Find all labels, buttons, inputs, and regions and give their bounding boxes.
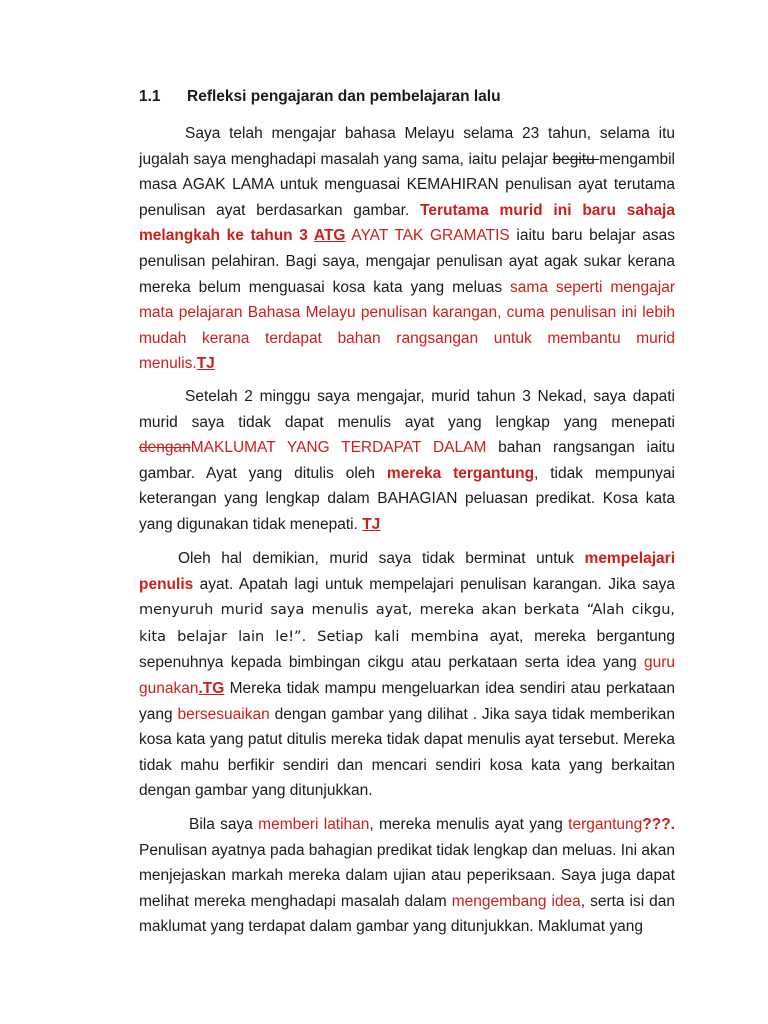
p4-text-3: Penulisan ayatnya pada bahagian predikat tidak lengkap dan meluas. Ini akan menjejaskan markah mereka dalam ujian atau peperiksaan. Saya juga dapat melihat mereka menghadapi masalah dalam [139, 841, 675, 910]
p3-text-1: Oleh hal demikian, murid saya tidak berminat untuk [178, 550, 585, 567]
p1-tj-tag: TJ [196, 355, 215, 373]
p3-annotation-1: guru gunakan [139, 654, 675, 697]
p2-text-3: , tidak mempunyai keterangan yang lengkap dalam BAHAGIAN peluasan predikat. Kosa kata yang digunakan tidak menepati. [139, 464, 676, 533]
p2-text-1: Setelah 2 minggu saya mengajar, murid tahun 3 Nekad, saya dapati murid saya tidak dapat menulis ayat yang lengkap yang menepati [139, 388, 675, 431]
p3-annotation-2: bersesuaikan [177, 705, 270, 723]
p2-annotation-bold: mereka tergantung [386, 464, 535, 482]
p1-annotation-2: sama seperti mengajar mata pelajaran Bahasa Melayu penulisan karangan, cuma penulisan ini lebih mudah kerana terdapat bahan rangsangan untuk membantu murid menulis. [139, 278, 675, 373]
p4-annotation-2: tergantung [568, 816, 643, 833]
paragraph-2 [139, 384, 675, 538]
p3-text-5: dengan gambar yang dilihat . Jika saya tidak memberikan kosa kata yang patut ditulis mereka tidak dapat menulis ayat tersebut. Mereka tidak mahu berfikir sendiri dan mencari sendiri kosa kata yang berkaitan dengan gambar yang ditunjukkan. [139, 705, 675, 800]
paragraph-3 [139, 546, 675, 804]
p4-text-2: , mereka menulis ayat yang [369, 816, 569, 833]
p2-annotation-1: MAKLUMAT YANG TERDAPAT DALAM [190, 439, 487, 457]
p4-annotation-1: memberi latihan [258, 816, 370, 833]
section-heading [139, 88, 501, 106]
p3-text-2: ayat. Apatah lagi untuk mempelajari penulisan karangan. Jika saya [193, 575, 675, 593]
p3-quote-text: menyuruh murid saya menulis ayat, mereka akan berkata “Alah cikgu, kita belajar lain le!”. Setiap kali membina [139, 602, 675, 645]
p2-text-2: bahan rangsangan iaitu gambar. Ayat yang ditulis oleh [139, 439, 675, 482]
p1-text-1: Saya telah mengajar bahasa Melayu selama 23 tahun, selama itu jugalah saya menghadapi masalah yang sama, iaitu pelajar [139, 125, 675, 168]
p3-tg-tag: .TG [198, 679, 225, 697]
p3-text-4: Mereka tidak mampu mengeluarkan idea sendiri atau perkataan yang [139, 679, 675, 723]
p1-annotation-1: AYAT TAK GRAMATIS [345, 227, 510, 245]
paragraph-4 [139, 812, 675, 940]
p4-annotation-3: mengembang idea [451, 892, 581, 910]
p4-text-1: Bila saya [189, 816, 259, 833]
p4-text-4: , serta isi dan maklumat yang terdapat dalam gambar yang ditunjukkan. Maklumat yang [139, 892, 675, 936]
p3-annotation-bold: mempelajari penulis [139, 550, 675, 593]
p1-text-3: iaitu baru belajar asas penulisan pelahiran. Bagi saya, mengajar penulisan ayat agak sukar kerana mereka belum menguasai kosa kata yang meluas [139, 227, 675, 296]
p2-tj-tag: TJ [362, 515, 381, 533]
p1-atg-tag: ATG [313, 227, 346, 245]
p1-annotation-bold: Terutama murid ini baru sahaja melangkah ke tahun 3 [139, 201, 675, 245]
p3-text-3: ayat, mereka bergantung sepenuhnya kepada bimbingan cikgu atau perkataan serta idea yang [139, 627, 676, 672]
p4-annotation-bold: ???. [642, 816, 675, 833]
section-number: 1.1 [139, 88, 161, 105]
paragraph-1 [139, 121, 675, 377]
p2-strikethrough: dengan [139, 439, 191, 457]
section-title: Refleksi pengajaran dan pembelajaran lalu [187, 88, 501, 105]
p1-strikethrough: begitu [552, 150, 600, 168]
p1-text-2: mengambil masa AGAK LAMA untuk menguasai KEMAHIRAN penulisan ayat terutama penulisan ayat berdasarkan gambar. [139, 150, 675, 219]
